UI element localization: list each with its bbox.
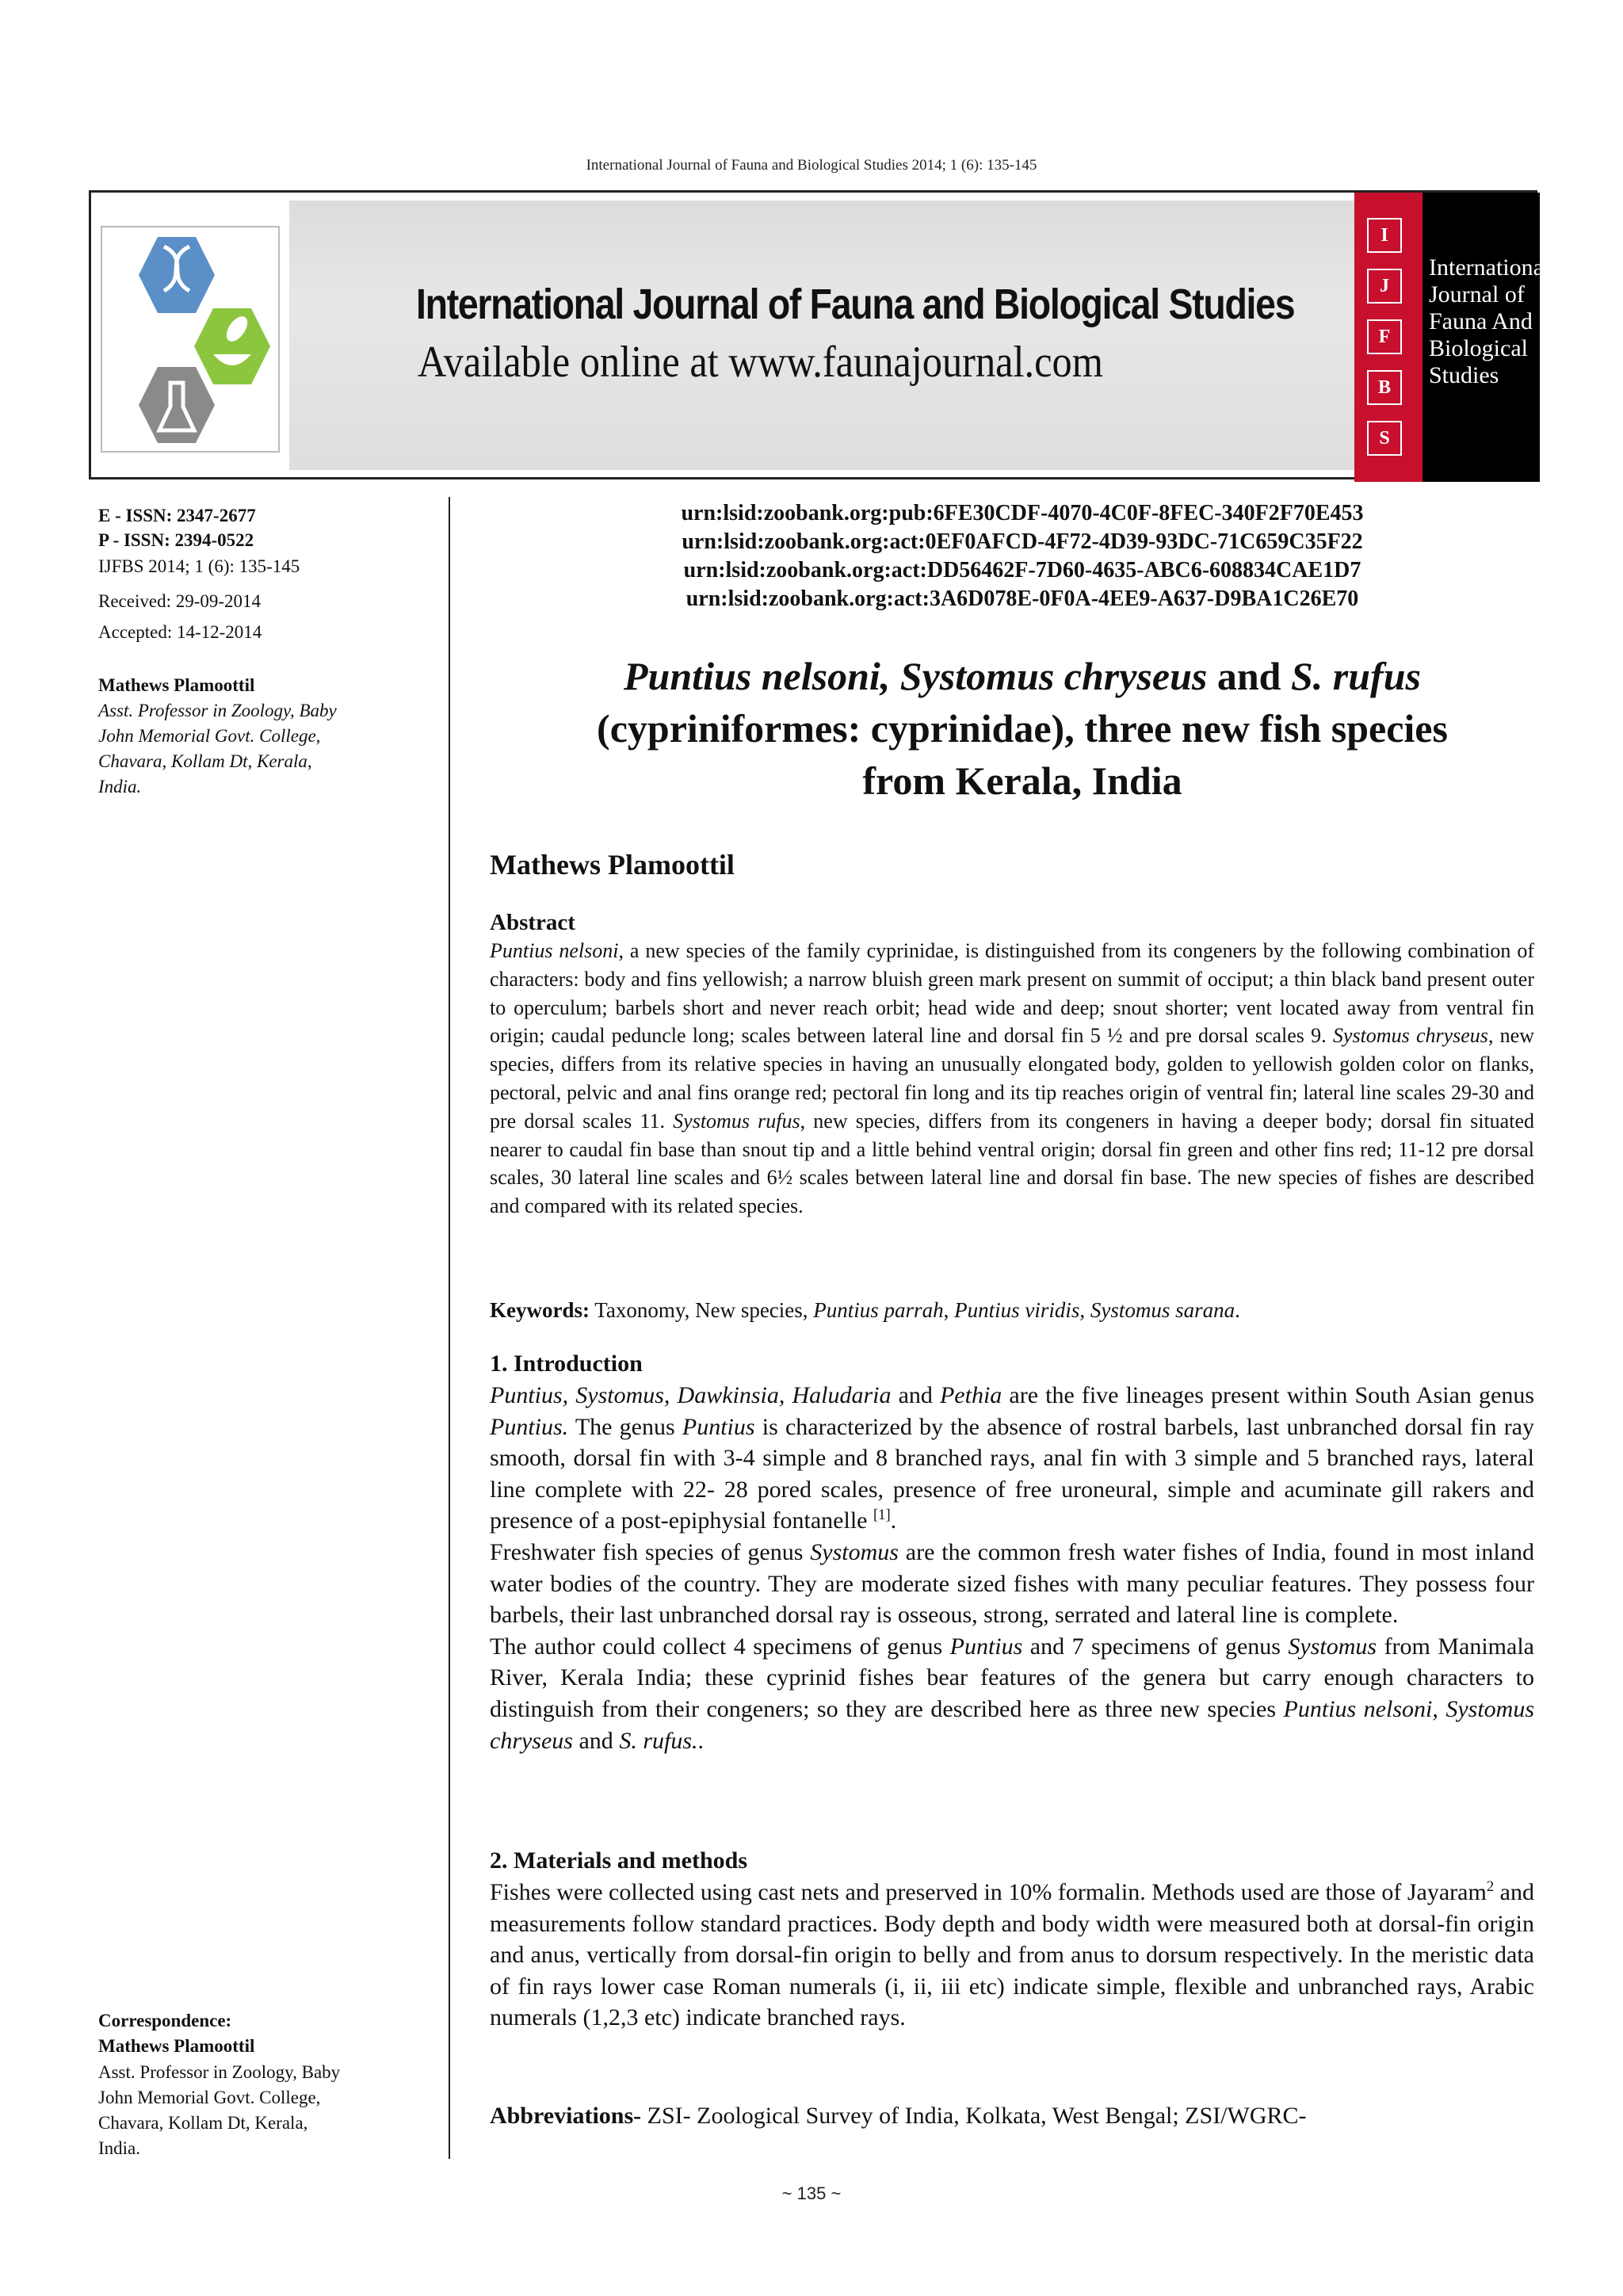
methods-heading: 2. Materials and methods	[490, 1847, 747, 1874]
accepted-date: Accepted: 14-12-2014	[98, 622, 262, 642]
correspondence-affiliation: John Memorial Govt. College,	[98, 2088, 321, 2107]
acronym-letter: F	[1367, 319, 1402, 354]
hexagon-logo-icon	[102, 227, 278, 451]
title-species: S. rufus	[1290, 654, 1421, 698]
received-date: Received: 29-09-2014	[98, 591, 262, 611]
side-title-line: Studies	[1429, 362, 1499, 388]
correspondence-affiliation: India.	[98, 2138, 141, 2158]
title-line: from Kerala, India	[862, 758, 1182, 803]
affiliation-line: John Memorial Govt. College,	[98, 726, 321, 746]
zoobank-urn: urn:lsid:zoobank.org:act:0EF0AFCD-4F72-4D39-93DC-71C659C35F22	[682, 529, 1363, 554]
article-title	[507, 650, 1537, 807]
ijfbs-citation: IJFBS 2014; 1 (6): 135-145	[98, 556, 300, 576]
affiliation-line: Chavara, Kollam Dt, Kerala,	[98, 751, 312, 771]
methods-text: Fishes were collected using cast nets and preserved in 10% formalin. Methods used are those of Jayaram$^2$ and measurements follow standard practices. Body depth and body width were measured both at dorsal-fin origin and anus, vertically from dorsal-fin origin to belly and from anus to dorsum respectively. In the meristic data of fin rays lower case Roman numerals (i, ii, iii etc) indicate simple, flexible and unbranched rays, Arabic numerals (1,2,3 etc) indicate branched rays.	[490, 1878, 1534, 2031]
title-and: and	[1207, 654, 1291, 698]
introduction-text: Puntius, Systomus, Dawkinsia, Haludaria and Pethia are the five lineages present within South Asian genus Puntius. The genus Puntius is characterized by the absence of rostral barbels, last unbranched dorsal fin ray smooth, dorsal fin with 3-4 simple and 8 branched rays, anal fin with 3 simple and 5 branched rays, lateral line complete with 22- 28 pored scales, presence of free uroneural, simple and acuminate gill rakers and presence of a post-epiphysial fontanelle [1]. Freshwater fish species of genus Systomus are the common fresh water fishes of India, found in most inland water bodies of the country. They are moderate sized fishes with many peculiar features. They possess four barbels, their last unbranched dorsal ray is osseous, strong, serrated and lateral line is complete. The author could collect 4 specimens of genus Puntius and 7 specimens of genus Systomus from Manimala River, Kerala India; these cyprinid fishes bear features of the genera but carry enough characters to distinguish from their congeners; so they are described here as three new species Puntius nelsoni, Systomus chryseus and S. rufus..	[490, 1382, 1535, 1754]
acronym-letter: J	[1367, 269, 1402, 304]
e-issn: E - ISSN: 2347-2677	[98, 506, 256, 525]
article-author: Mathews Plamoottil	[490, 849, 735, 881]
journal-banner	[89, 190, 1551, 479]
side-title-line: Journal of	[1429, 281, 1525, 308]
running-head: International Journal of Fauna and Biological Studies 2014; 1 (6): 135-145	[586, 157, 1037, 174]
zoobank-urn: urn:lsid:zoobank.org:pub:6FE30CDF-4070-4C0F-8FEC-340F2F70E453	[681, 501, 1364, 525]
acronym-letter: S	[1367, 421, 1402, 456]
author-name-side: Mathews Plamoottil	[98, 675, 255, 695]
acronym-strip	[1354, 193, 1423, 482]
side-title-line: Biological	[1429, 335, 1528, 361]
keywords: Keywords: Taxonomy, New species, Puntius parrah, Puntius viridis, Systomus sarana.	[490, 1298, 1240, 1322]
side-title	[1429, 254, 1551, 389]
abstract-text: Puntius nelsoni, a new species of the family cyprinidae, is distinguished from its congeners by the following combination of characters: body and fins yellowish; a narrow bluish green mark present on summit of occiput; a thin black band present outer to operculum; barbels short and never reach orbit; head wide and deep; snout shorter; vent located away from ventral fin origin; caudal peduncle long; scales between lateral line and dorsal fin 5 ½ and pre dorsal scales 9. Systomus chryseus, new species, differs from its relative species in having an unusually elongated body, golden to yellowish golden color on flanks, pectoral, pelvic and anal fins orange red; pectoral fin long and its tip reaches origin of ventral fin; lateral line scales 29-30 and pre dorsal scales 11. Systomus rufus, new species, differs from its congeners in having a deeper body; dorsal fin situated nearer to caudal fin base than snout tip and a little behind ventral origin; dorsal fin green and other fins red; 11-12 pre dorsal scales, 30 lateral line scales and 6½ scales between lateral line and dorsal fin base. The new species of fishes are described and compared with its related species.	[490, 939, 1535, 1218]
side-title-line: International	[1429, 254, 1551, 281]
side-title-line: Fauna And	[1429, 308, 1533, 334]
abstract-heading: Abstract	[490, 910, 575, 935]
journal-name: International Journal of Fauna and Biological Studies	[416, 281, 1295, 328]
abbreviations: Abbreviations- ZSI- Zoological Survey of India, Kolkata, West Bengal; ZSI/WGRC-	[490, 2103, 1307, 2129]
acronym-letter: I	[1367, 218, 1402, 253]
journal-logo	[101, 226, 280, 453]
journal-availability: Available online at www.faunajournal.com	[418, 338, 1103, 387]
title-line: (cypriniformes: cyprinidae), three new fish species	[597, 706, 1448, 751]
acronym-letter: B	[1367, 370, 1402, 405]
correspondence-name: Mathews Plamoottil	[98, 2036, 255, 2056]
p-issn: P - ISSN: 2394-0522	[98, 530, 254, 550]
correspondence-affiliation: Asst. Professor in Zoology, Baby	[98, 2062, 341, 2082]
zoobank-urn: urn:lsid:zoobank.org:act:3A6D078E-0F0A-4EE9-A637-D9BA1C26E70	[685, 586, 1359, 611]
zoobank-urn: urn:lsid:zoobank.org:act:DD56462F-7D60-4635-ABC6-608834CAE1D7	[683, 558, 1361, 583]
title-species: Puntius nelsoni, Systomus chryseus	[624, 654, 1208, 698]
banner-background	[289, 201, 1367, 470]
correspondence-label: Correspondence:	[98, 2011, 232, 2030]
column-divider	[449, 497, 450, 2159]
affiliation-line: India.	[98, 777, 142, 797]
introduction-heading: 1. Introduction	[490, 1350, 643, 1377]
correspondence-affiliation: Chavara, Kollam Dt, Kerala,	[98, 2113, 308, 2133]
page-number: ~ 135 ~	[781, 2183, 842, 2203]
affiliation-line: Asst. Professor in Zoology, Baby	[98, 701, 337, 720]
